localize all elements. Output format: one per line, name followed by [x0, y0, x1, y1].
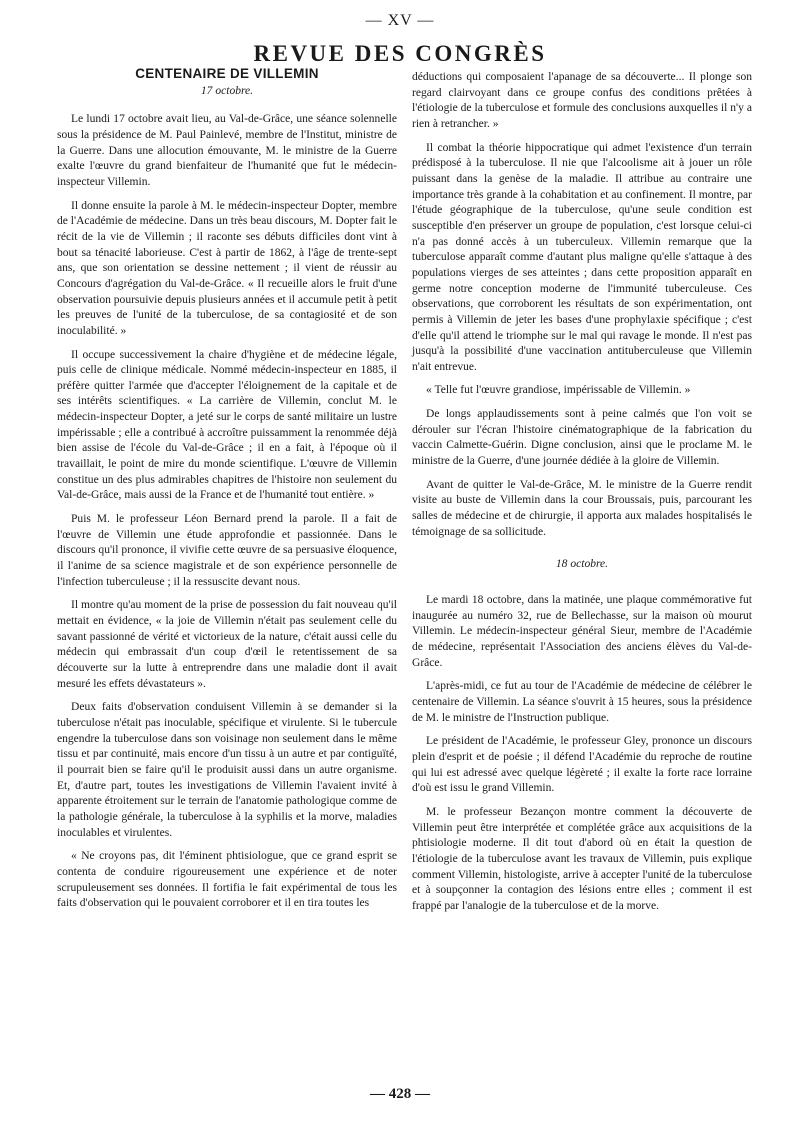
- paragraph: Il montre qu'au moment de la prise de possession du fait nouveau qu'il mettait en évidence, « la joie de Villemin n'était pas seulement celle du savant passionné de vérité et victorieux de la nature, c'était aussi celle du médecin qui embrassait d'un coup d'œil le retentissement de sa découverte sur la lutte à entreprendre dans une maladie dont il avait mesuré les effets dévastateurs ».: [57, 599, 397, 690]
- paragraph: Avant de quitter le Val-de-Grâce, M. le ministre de la Guerre rendit visite au buste de Villemin dans la cour Broussais, puis, parcourant les salles de médecine et de chirurgie, il apporta aux malades hospitalisés le témoignage de sa sollicitude.: [412, 478, 752, 538]
- paragraph: Le mardi 18 octobre, dans la matinée, une plaque commémorative fut inaugurée au numéro 32, rue de Bellechasse, sur la maison où mourut Villemin. Le médecin-inspecteur général Sieur, membre de l'Académie de médecine, représentait l'Association des anciens élèves du Val-de-Grâce.: [412, 594, 752, 669]
- article-date-17: 17 octobre.: [200, 84, 254, 97]
- section-title: REVUE DES CONGRÈS: [253, 41, 547, 66]
- right-column: [412, 70, 752, 923]
- paragraph: Le lundi 17 octobre avait lieu, au Val-de-Grâce, une séance solennelle sous la présidence de M. Paul Painlevé, membre de l'Institut, ministre de la Guerre. Dans une allocution émouvante, M. le ministre de la Guerre exalte l'œuvre du grand bienfaiteur de l'humanité que fut le médecin-inspecteur Villemin.: [57, 113, 397, 188]
- paragraph: Le président de l'Académie, le professeur Gley, prononce un discours plein d'esprit et de poésie ; il défend l'Académie du reproche de routine qui lui est adressé avec quelque légèreté ; il exalte la forte race lorraine d'où est issu le grand Villemin.: [412, 735, 752, 795]
- paragraph: Puis M. le professeur Léon Bernard prend la parole. Il a fait de l'œuvre de Villemin une étude approfondie et passionnée. Dans le discours qu'il prononce, il vivifie cette œuvre de sa persuasive éloquence, il l'anime de sa science magistrale et de son expérience personnelle de l'infection tuberculeuse ; il la ressuscite devant nous.: [57, 513, 397, 588]
- paragraph: Il occupe successivement la chaire d'hygiène et de médecine légale, puis celle de clinique médicale. Nommé médecin-inspecteur en 1885, il préfère quitter l'armée que d'accepter l'éloignement de la capitale et de ses intérêts scientifiques. « La carrière de Villemin, conclut M. le médecin-inspecteur Dopter, a jeté sur le corps de santé militaire un lustre impérissable ; elle a contribué à accroître puissamment la renommée déjà bien assise de l'école du Val-de-Grâce ; il en a fait, à l'époque où il travaillait, le point de mire du monde scientifique. L'œuvre de Villemin constitue un des plus admirables chapitres de l'histoire non seulement du Val-de-Grâce, mais aussi de la France et de l'humanité tout entière. »: [57, 348, 397, 502]
- paragraph: M. le professeur Bezançon montre comment la découverte de Villemin peut être interprétée et complétée grâce aux acquisitions de la phtisiologie moderne. Il dit tout d'abord où en était la question de l'étiologie de la tuberculose avant les travaux de Villemin, puis explique comment Villemin, histologiste, arrive à accepter l'unité de la tuberculose et à soupçonner la contagion des lésions entre elles ; comment il est frappé par l'analogie de la tuberculose et de la morve.: [412, 805, 752, 912]
- paragraph: L'après-midi, ce fut au tour de l'Académie de médecine de célébrer le centenaire de Villemin. La séance s'ouvrit à 15 heures, sous la présidence de M. le ministre de l'Instruction publique.: [412, 680, 752, 724]
- article-date-18: 18 octobre.: [555, 558, 609, 571]
- paragraph: Il donne ensuite la parole à M. le médecin-inspecteur Dopter, membre de l'Académie de médecine. Dans un très beau discours, M. Dopter fait le récit de la vie de Villemin ; il raconte ses débuts difficiles dont vint à bout sa ténacité laborieuse. C'est à partir de 1862, à l'âge de trente-sept ans, que son orientation se dessine nettement ; il vient de réussir au Concours d'agrégation du Val-de-Grâce. « Il recueille alors le fruit d'une observation poursuivie depuis plusieurs années et il accumule petit à petit les preuves de l'unité de la tuberculose, de sa contagiosité et de son inoculabilité. »: [57, 199, 397, 337]
- page-roman-numeral: — XV —: [365, 12, 435, 29]
- paragraph: « Telle fut l'œuvre grandiose, impérissable de Villemin. »: [426, 384, 691, 397]
- paragraph: Il combat la théorie hippocratique qui admet l'existence d'un terrain prédisposé à la tuberculose. Il nie que l'alcoolisme ait à jouer un rôle puissant dans la genèse de la maladie. Il attribue au contraire une importance très grande à la cohabitation et au confinement. Il montre, par l'étude géographique de la tuberculose, qu'une seule condition est susceptible d'en préserver un groupe de population, c'est lorsque celui-ci n'a pas donné accès à un tuberculeux. Villemin remarque que la tuberculose apparaît comme d'autant plus maligne qu'elle s'attaque à des populations vierges de ses atteintes ; dans cette proposition apparaît en germe notre conception moderne de l'immunité tuberculeuse. Ces observations, que corroborent les résultats de son expérimentation, ont permis à Villemin de jeter les bases d'une prophylaxie spécifique ; c'est d'elle qu'il attend le triomphe sur le mal qui ravage le monde. Il n'est pas jusqu'à la possibilité d'une vaccination antituberculeuse que Villemin n'ait entrevue.: [412, 141, 752, 373]
- paragraph-continuation: déductions qui composaient l'apanage de sa découverte... Il plonge son regard clairvoyant dans ce groupe confus des conditions prêtées à l'étiologie de la tuberculose et formule des conclusions auxquelles il n'y a rien à retrancher. »: [412, 71, 752, 130]
- paragraph: « Ne croyons pas, dit l'éminent phtisiologue, que ce grand esprit se contenta de conduire rigoureusement une expérience et de noter scrupuleusement ses données. Il fortifia le fait expérimental de tous les faits d'observation qui le pouvaient corroborer et il en tira toutes les: [57, 850, 397, 910]
- left-column: [57, 66, 397, 920]
- article-heading: CENTENAIRE DE VILLEMIN: [135, 66, 319, 81]
- page-number: — 428 —: [370, 1086, 430, 1102]
- paragraph: Deux faits d'observation conduisent Villemin à se demander si la tuberculose n'était pas inoculable, spécifique et virulente. Si le tubercule engendre la tuberculose dans son voisinage non seulement dans le même tissu et par continuité, mais encore d'un tissu à un autre et par contiguïté, il pourrait bien se faire qu'il le produisit aussi dans un autre organisme. Et, d'autre part, toutes les investigations de Villemin l'avaient invité à apparente étroitement sur le terrain de l'anatomie pathologique comme de la pathologie générale, la tuberculose à la syphilis et la morve, maladies inoculables et virulentes.: [57, 701, 397, 839]
- paragraph: De longs applaudissements sont à peine calmés que l'on voit se dérouler sur l'écran l'histoire cinématographique de la fabrication du vaccin Calmette-Guérin. Digne conclusion, ainsi que le proclame M. le ministre de la Guerre, d'une journée dédiée à la gloire de Villemin.: [412, 408, 752, 468]
